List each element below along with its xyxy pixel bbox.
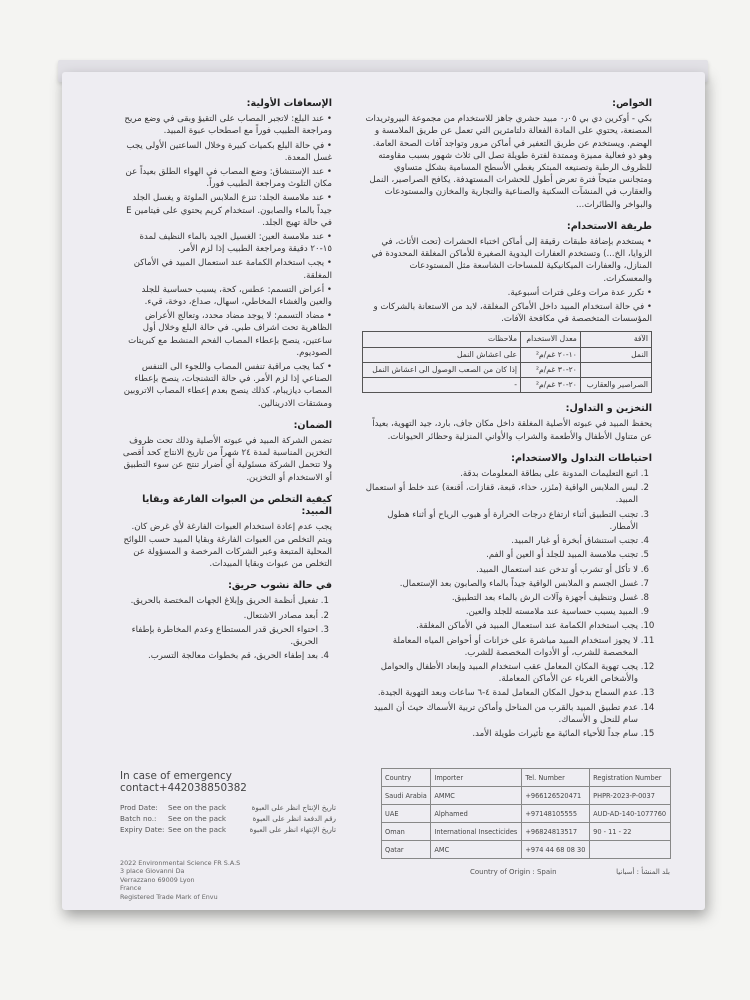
list-item: • أعراض التسمم: عطس، كحة، يسبب حساسية للجلد والعين والغشاء المخاطي، اسهال، صداع، دوخة، قيء. <box>141 284 332 308</box>
table-row <box>382 841 671 859</box>
table-cell <box>580 362 651 377</box>
date-label: Expiry Date: <box>120 825 165 834</box>
table-cell <box>590 841 671 859</box>
usage-section <box>362 221 652 393</box>
table-header: Registration Number <box>590 769 671 787</box>
list-item: 7. غسل الجسم و الملابس الواقية جيداً بالماء والصابون بعد الإستعمال. <box>362 578 638 590</box>
date-value: See on the pack <box>168 803 227 812</box>
date-row <box>120 813 350 824</box>
precautions-section <box>362 453 652 740</box>
address-line: 2022 Environmental Science FR S.A.S <box>120 859 241 867</box>
table-header: ملاحظات <box>363 332 521 347</box>
list-item: • كما يجب مراقبة تنفس المصاب واللجوء الى التنفس الصناعي إذا لزم الأمر. في حالة التشنجات، ينصح بإعطاء المصاب ديازيبام، كذلك ينصح بعدم إعطاء المصاب الاتروبين ومشتقات الادرينالين. <box>123 362 332 409</box>
properties-text: بكي - أوكرين دي بي ٠٫٠٥ مبيد حشري جاهز للاستخدام من مجموعة البيروثريدات المصنعة، يحتوي على المادة الفعالة دلتامثرين التي تعمل عن طريق الملامسة و الهضم. ويستخدم عن طريق التعفير في أماكن مرور وتواجد آفات الصحة العامة. وهو ذو فعالية مميزة وممتدة لفترة طويلة تصل الى ثلاث شهور بسبب مقاومته للظروف الرطبة وتصنيعه المبتكر يغطي الأسطح المسامية بشكل متساوي ومتجانس متيحاً فترة تعرض أطول للحشرات المستهدفة. يكافح الصراصير، النمل والعقارب في المنشآت السكنية والصناعية والتجارية والمخازن والمستودعات والبواخر والطائرات... <box>365 114 652 210</box>
list-item: 3. تجنب التطبيق أثناء ارتفاع درجات الحرارة أو هبوب الرياح أو أثناء هطول الأمطار. <box>362 509 638 533</box>
table-header: معدل الاستخدام <box>521 332 581 347</box>
table-cell: +974 44 68 08 30 <box>522 841 590 859</box>
guarantee-section <box>120 420 332 484</box>
properties-section <box>362 98 652 211</box>
date-label-ar: تاريخ الإنتهاء انظر على العبوة <box>249 825 336 834</box>
date-value: See on the pack <box>168 814 227 823</box>
table-row <box>363 378 652 393</box>
list-item: • في حالة البلع بكميات كبيرة وخلال الساعتين الأولى يجب غسل المعدة. <box>126 140 332 163</box>
list-item: 4. تجنب استنشاق أبخرة أو غبار المبيد. <box>362 535 638 547</box>
date-row <box>120 802 350 813</box>
table-row <box>382 805 671 823</box>
table-cell: على اعشاش النمل <box>363 347 521 362</box>
storage-text: يحفظ المبيد في عبوته الأصلية المغلقة داخل مكان جاف، بارد، جيد التهوية، بعيداً عن متناول الأطفال والأطعمة والشراب والأواني المنزلية وحظائر الحيوانات. <box>372 419 652 442</box>
list-item: 1. تفعيل أنظمة الحريق وإبلاغ الجهات المختصة بالحريق. <box>120 595 318 607</box>
table-cell: Qatar <box>382 841 431 859</box>
date-label-ar: رقم الدفعة انظر على العبوة <box>252 814 336 823</box>
table-cell: ٢٠-٣٠ غم/م² <box>521 378 581 393</box>
date-label: Prod Date: <box>120 803 158 812</box>
bottom-left-info <box>120 770 350 901</box>
address-line: 3 place Giovanni Da <box>120 867 185 876</box>
table-cell: ٢٠-٣٠ غم/م² <box>521 362 581 377</box>
table-header: Importer <box>431 769 522 787</box>
table-cell: ١٠-٢٠ غم/م² <box>521 347 581 362</box>
list-item: 2. لبس الملابس الواقية (مئزر، حذاء، قبعة، قفازات، أقنعة) عند خلط أو استعمال المبيد. <box>362 482 638 506</box>
table-cell: Alphamed <box>431 805 522 823</box>
registration-table <box>381 768 671 859</box>
fire-list <box>120 595 332 662</box>
date-value: See on the pack <box>168 825 227 834</box>
list-item: 9. المبيد يسبب حساسية عند ملامسته للجلد والعين. <box>362 606 638 618</box>
list-item: 14. عدم تطبيق المبيد بالقرب من المناحل وأماكن تربية الأسماك حيث أن المبيد سام للنحل و الأسماك. <box>362 702 638 726</box>
list-item: • عند ملامسة العين: الغسيل الجيد بالماء النظيف لمدة ١٥-٢٠ دقيقة ومراجعة الطبيب إذا لزم الأمر. <box>139 232 332 255</box>
address-line: Verrazzano 69009 Lyon <box>120 875 195 884</box>
fire-section <box>120 580 332 662</box>
list-item: 13. عدم السماح بدخول المكان المعامل لمدة ٤-٦ ساعات وبعد التهوية الجيدة. <box>362 687 638 699</box>
guarantee-text: تضمن الشركة المبيد في عبوته الأصلية وذلك تحت ظروف التخزين المناسبة لمدة ٢٤ شهراً من تاريخ الانتاج كحد أقصى ولا تتحمل الشركة مسئولية أي أضرار تنتج عن سوء التطبيق أو الاستخدام أو التخزين. <box>122 436 332 483</box>
fire-title: في حالة نشوب حريق: <box>228 580 332 592</box>
emergency-contact: In case of emergency contact+442038850382 <box>120 770 247 794</box>
list-item: 6. لا تأكل أو تشرب أو تدخن عند استعمال المبيد. <box>362 564 638 576</box>
date-label: Batch no.: <box>120 814 157 823</box>
origin-ar: بلد المنشأ : أسبانيا <box>616 868 670 876</box>
table-cell: Oman <box>382 823 431 841</box>
address-line: Registered Trade Mark of Envu <box>120 892 218 901</box>
table-row <box>363 347 652 362</box>
table-header: Country <box>382 769 431 787</box>
table-row <box>382 823 671 841</box>
application-rate-table <box>362 331 652 393</box>
table-cell: International Insecticides <box>431 823 522 841</box>
usage-item: • في حالة استخدام المبيد داخل الأماكن المغلقة، لابد من الاستعانة بالشركات و المؤسسات المتخصصة في مكافحة الآفات. <box>373 302 652 325</box>
table-cell: AUD-AD-140-1077760 <box>590 805 671 823</box>
precautions-title: احتياطات التداول والاستخدام: <box>511 452 652 464</box>
list-item: • عند الإستنشاق: وضع المصاب في الهواء الطلق بعيداً عن مكان التلوث ومراجعة الطبيب فوراً. <box>125 167 332 190</box>
table-cell: AMMC <box>431 787 522 805</box>
table-header: الآفة <box>580 332 651 347</box>
table-cell: +966126520471 <box>522 787 590 805</box>
guarantee-title: الضمان: <box>293 419 332 431</box>
disposal-title: كيفية التخلص من العبوات الفارغة وبقايا المبيد: <box>142 493 332 518</box>
table-cell: 90 - 11 - 22 <box>590 823 671 841</box>
storage-title: التخزين و التداول: <box>565 403 652 415</box>
country-of-origin <box>470 868 670 876</box>
list-item: 3. احتواء الحريق قدر المستطاع وعدم المخاطرة بإطفاء الحريق. <box>120 624 318 648</box>
list-item: 4. بعد إطفاء الحريق، قم بخطوات معالجة التسرب. <box>120 650 318 662</box>
table-cell: - <box>363 378 521 393</box>
list-item: 1. اتبع التعليمات المدونة على بطاقة المعلومات بدقة. <box>362 468 638 480</box>
disposal-section <box>120 494 332 570</box>
list-item: 15. سام جداً للأحياء المائية مع تأثيرات طويلة الأمد. <box>362 728 638 740</box>
table-cell: PHPR-2023-P-0037 <box>590 787 671 805</box>
table-cell: إذا كان من الصعب الوصول الى اعشاش النمل <box>363 362 521 377</box>
list-item: 8. غسل وتنظيف أجهزة وآلات الرش بالماء بعد التطبيق. <box>362 592 638 604</box>
date-label-ar: تاريخ الإنتاج انظر على العبوة <box>251 803 336 812</box>
first-aid-section <box>120 98 332 410</box>
table-cell: Saudi Arabia <box>382 787 431 805</box>
list-item: 12. يجب تهوية المكان المعامل عقب استخدام المبيد وإبعاد الأطفال والحوامل والأشخاص الغرباء عن الأماكن المعاملة. <box>362 661 638 685</box>
list-item: 5. تجنب ملامسة المبيد للجلد أو العين أو الفم. <box>362 549 638 561</box>
disposal-text: يجب عدم إعادة استخدام العبوات الفارغة لأي غرض كان. ويتم التخلص من العبوات الفارغة وبقايا المبيد حسب اللوائح المحلية المتبعة وعبر الشركات المرخصة و المسؤولة عن التخلص من عبوات وبقايا المبيدات. <box>123 522 332 569</box>
list-item: • عند ملامسة الجلد: تنزع الملابس الملوثة و يغسل الجلد جيداً بالماء والصابون. استخدام كريم يحتوي على فيتامين E في حالة تهيج الجلد. <box>126 193 332 228</box>
table-header: Tel. Number <box>522 769 590 787</box>
usage-item: • تكرر عدة مرات وعلى فترات أسبوعية. <box>507 287 652 298</box>
table-cell: AMC <box>431 841 522 859</box>
date-row <box>120 824 350 835</box>
list-item: 2. أبعد مصادر الاشتعال. <box>120 610 318 622</box>
table-cell: UAE <box>382 805 431 823</box>
list-item: 10. يجب استخدام الكمامة عند استعمال المبيد في الأماكن المغلقة. <box>362 620 638 632</box>
table-cell: +97148105555 <box>522 805 590 823</box>
table-cell: الصراصير والعقارب <box>580 378 651 393</box>
origin-en: Country of Origin : Spain <box>470 868 557 876</box>
usage-title: طريقة الاستخدام: <box>566 220 652 232</box>
table-cell: +96824813517 <box>522 823 590 841</box>
table-row <box>363 362 652 377</box>
table-row <box>382 787 671 805</box>
first-aid-title: الإسعافات الأولية: <box>246 98 332 109</box>
left-column <box>120 98 332 672</box>
address-line: France <box>120 884 142 893</box>
table-cell: النمل <box>580 347 651 362</box>
precautions-list <box>362 468 652 740</box>
list-item: • يجب استخدام الكمامة عند استعمال المبيد في الأماكن المغلقة. <box>133 258 332 281</box>
right-column <box>362 98 652 750</box>
usage-item: • يستخدم بإضافة طبقات رقيقة إلى أماكن اختباء الحشرات (تحت الأثاث، في الزوايا، الخ...) وتستخدم العفارات اليدوية الصغيرة للأماكن المغلقة المحدودة في المنازل، والعفارات الميكانيكية للمساحات الشاسعة مثل المستودعات والمعسكرات. <box>371 237 652 284</box>
list-item: • مضاد التسمم: لا يوجد مضاد محدد، وتعالج الأعراض الظاهرية تحت اشراف طبي. في حالة البلع وخلال أول ساعتين، ينصح بإعطاء المصاب الفحم المنشط مع كبريتات الصوديوم. <box>128 311 332 358</box>
list-item: • عند البلع: لاتجبر المصاب على التقيؤ وبقى في وضع مريح ومراجعة الطبيب فوراً مع اصطحاب عبوة المبيد. <box>124 114 332 137</box>
company-address <box>120 859 350 901</box>
list-item: 11. لا يجوز استخدام المبيد مباشرة على خزانات أو أحواض المياه المعاملة المخصصة للشرب، أو الأدوات المخصصة للشرب. <box>362 635 638 659</box>
properties-title: الخواص: <box>612 98 652 109</box>
storage-section <box>362 403 652 443</box>
